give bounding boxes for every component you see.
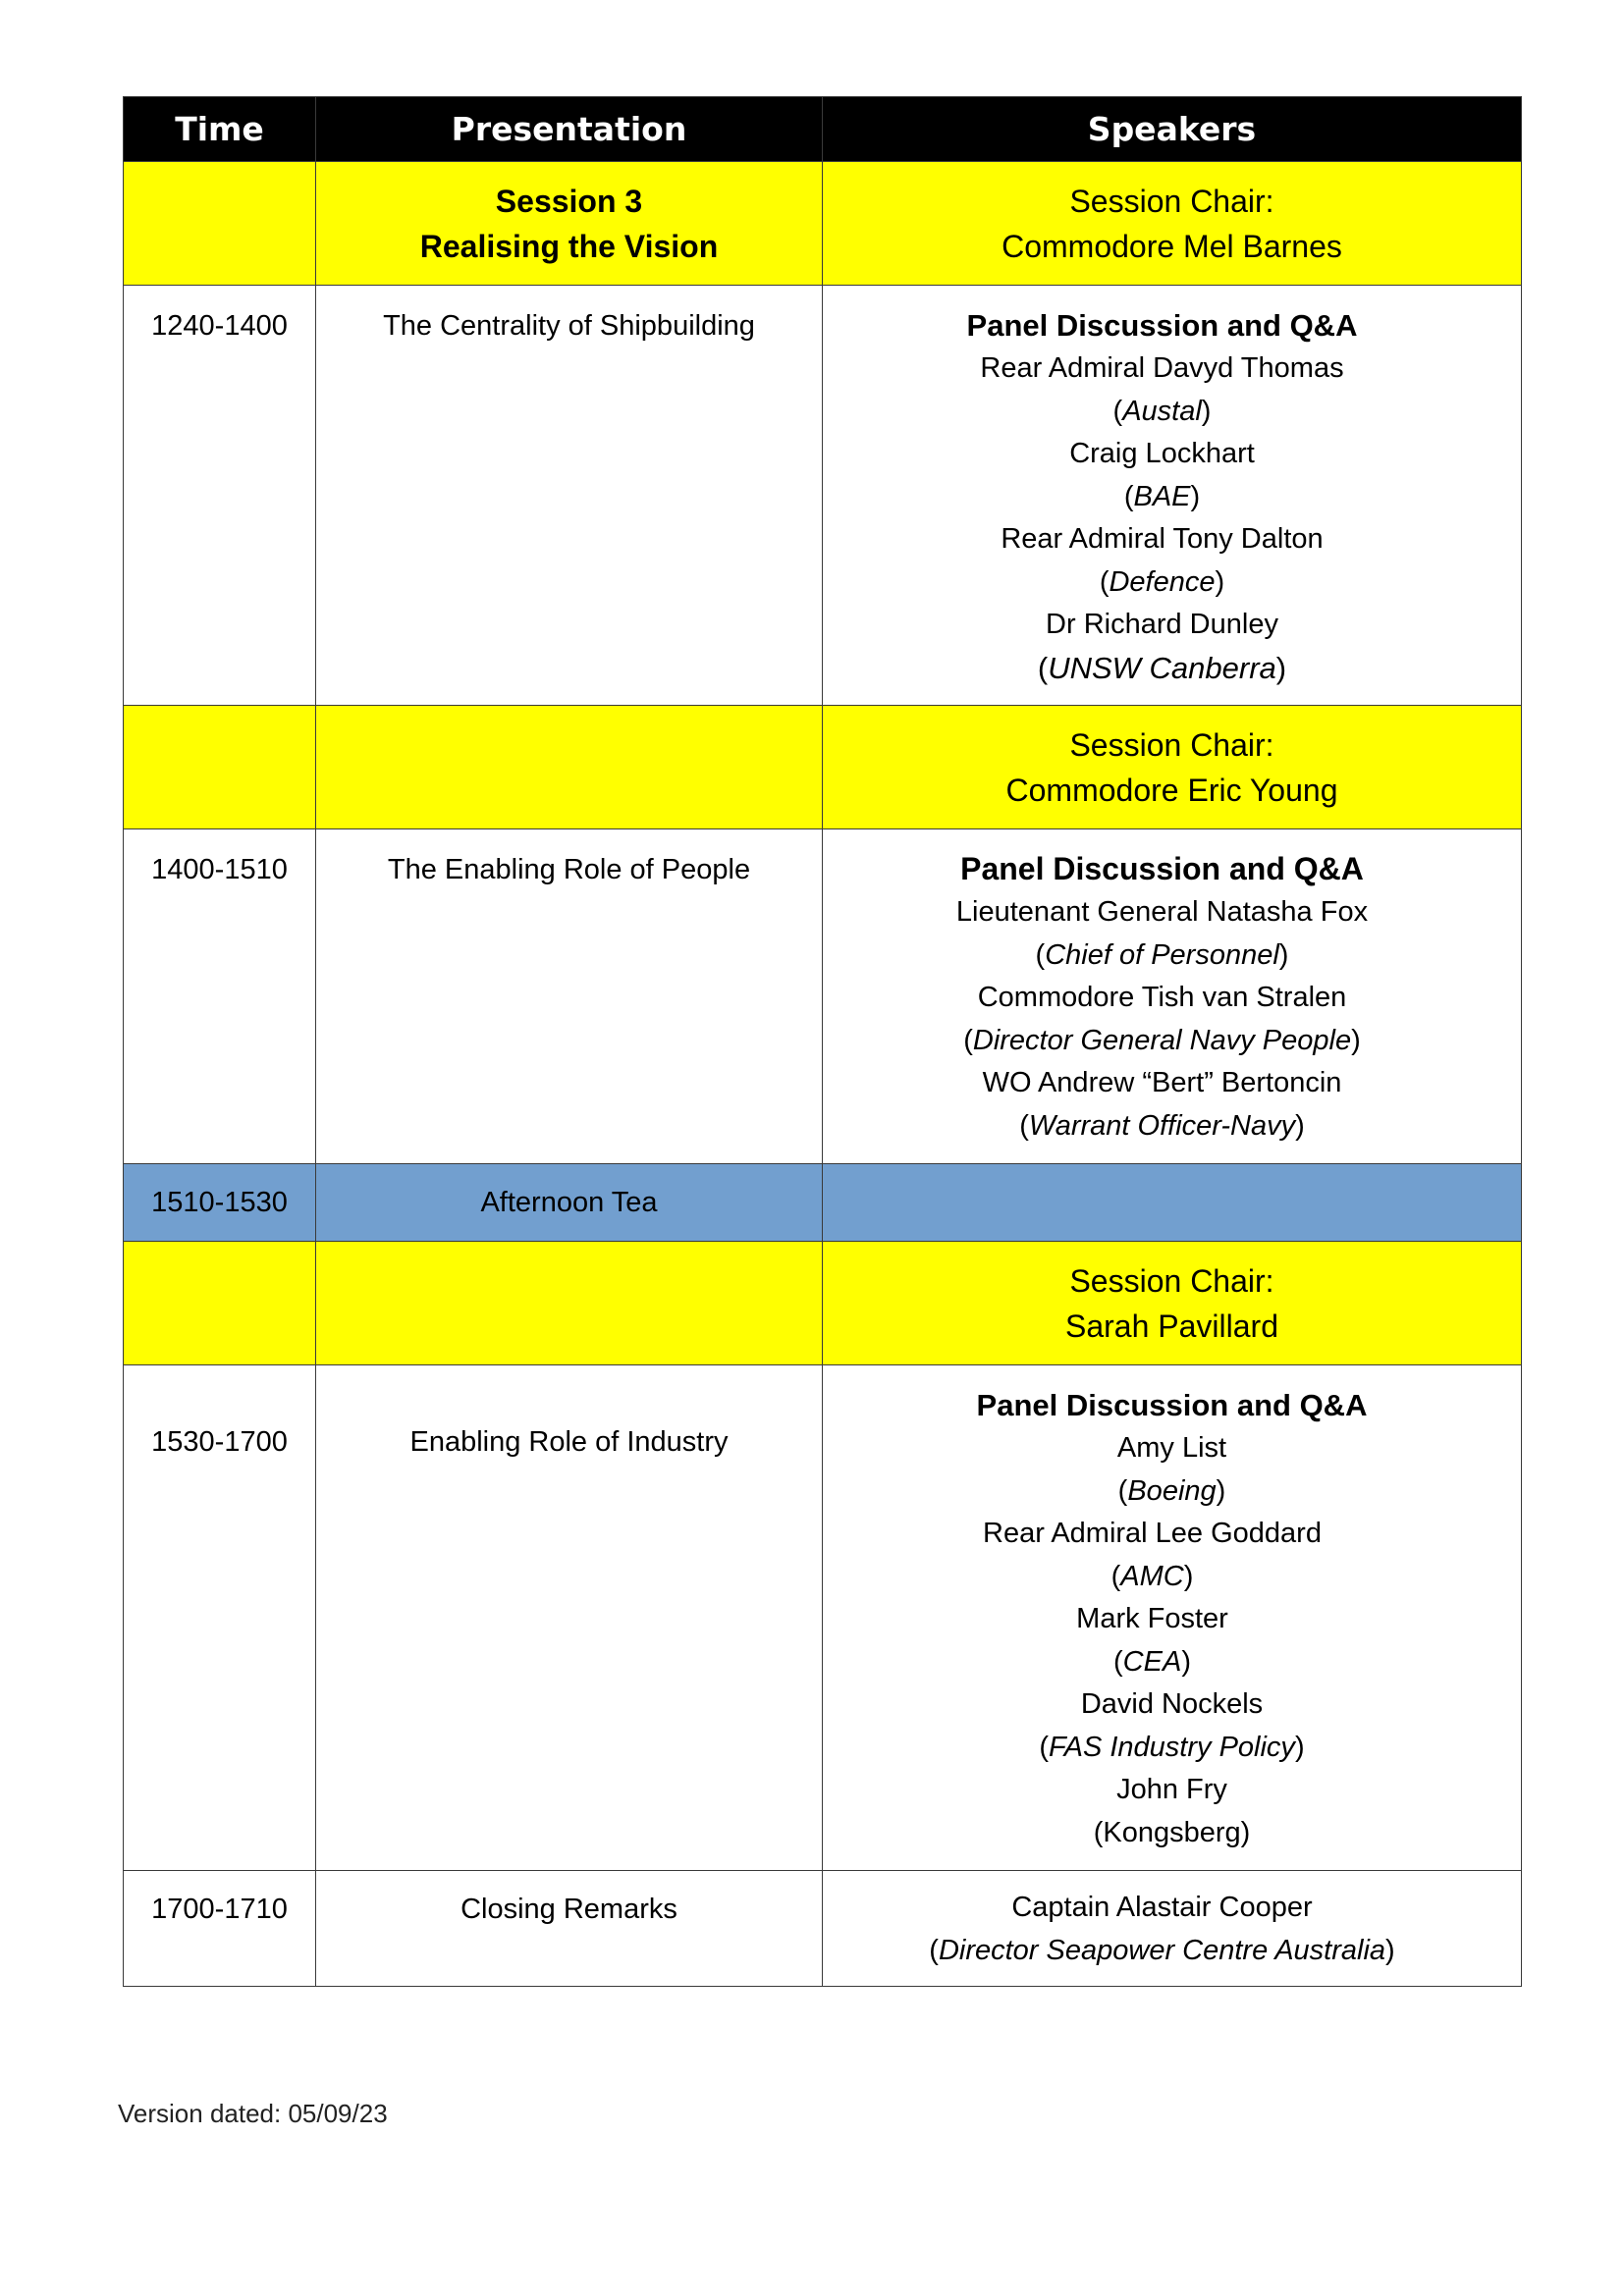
speakers-cell: [823, 286, 1522, 706]
speaker-name: John Fry: [1116, 1774, 1227, 1805]
speaker-org: (Director General Navy People): [963, 1024, 1361, 1056]
speaker-name: David Nockels: [1080, 1688, 1264, 1720]
session-title-line2: Realising the Vision: [419, 228, 719, 264]
session-chair-name: Commodore Eric Young: [1005, 772, 1338, 808]
speaker-org: (FAS Industry Policy): [1039, 1731, 1305, 1763]
speaker-name: Lieutenant General Natasha Fox: [955, 896, 1369, 928]
presentation-cell: [316, 1365, 823, 1871]
presentation-text: The Enabling Role of People: [387, 854, 751, 885]
speaker-org: (Kongsberg): [1093, 1816, 1251, 1848]
panel-heading: Panel Discussion and Q&A: [960, 851, 1364, 886]
session-time-cell: [124, 1242, 316, 1365]
speaker-name: Rear Admiral Davyd Thomas: [980, 352, 1344, 384]
time-text: 1530-1700: [151, 1426, 288, 1458]
time-cell: [124, 829, 316, 1164]
session-title-cell: [316, 162, 823, 286]
agenda-row: [124, 286, 1522, 706]
break-label-cell: Afternoon Tea: [316, 1164, 823, 1242]
presentation-cell: [316, 286, 823, 706]
speaker-name: Amy List: [1116, 1432, 1227, 1464]
speaker-org: (Defence): [1099, 565, 1225, 598]
session-chair-label: Session Chair:: [1069, 1262, 1274, 1299]
presentation-cell: [316, 829, 823, 1164]
time-cell: [124, 286, 316, 706]
speaker-org: (Boeing): [1117, 1474, 1226, 1507]
presentation-text: Enabling Role of Industry: [409, 1426, 729, 1458]
session-title-line1: Session 3: [495, 183, 643, 219]
session-chair-name: Sarah Pavillard: [1065, 1308, 1278, 1344]
speakers-cell: [823, 1365, 1522, 1871]
session-chair-label: Session Chair:: [1069, 183, 1274, 219]
session-chair-cell: [823, 1242, 1522, 1365]
speaker-name: Craig Lockhart: [1069, 438, 1255, 469]
speaker-name: Mark Foster: [1076, 1603, 1228, 1634]
speaker-name: Rear Admiral Tony Dalton: [1001, 523, 1324, 555]
header-time: Time: [124, 97, 316, 162]
break-row: [124, 1164, 1522, 1242]
speaker-org: (AMC): [1110, 1560, 1194, 1592]
agenda-row: [124, 1871, 1522, 1987]
panel-heading: Panel Discussion and Q&A: [966, 308, 1358, 343]
session-time-cell: [124, 162, 316, 286]
time-cell: [124, 1365, 316, 1871]
session-chair-label: Session Chair:: [1069, 726, 1274, 763]
speakers-cell: [823, 1871, 1522, 1987]
time-text: 1240-1400: [151, 310, 288, 342]
speaker-org: (BAE): [1123, 480, 1201, 512]
speaker-name: Commodore Tish van Stralen: [977, 982, 1347, 1013]
time-text: 1400-1510: [151, 854, 288, 885]
agenda-table: [123, 96, 1522, 1987]
speaker-org: (Warrant Officer-Navy): [1019, 1109, 1305, 1142]
speaker-org: (UNSW Canberra): [1037, 650, 1287, 685]
session-title-cell: [316, 1242, 823, 1365]
header-row: [124, 97, 1522, 162]
header-presentation: Presentation: [316, 97, 823, 162]
presentation-cell: [316, 1871, 823, 1987]
agenda-row: [124, 829, 1522, 1164]
time-cell: [124, 1871, 316, 1987]
session-title-cell: [316, 706, 823, 829]
agenda-row: [124, 1365, 1522, 1871]
speaker-name: Captain Alastair Cooper: [1011, 1892, 1313, 1923]
panel-heading: Panel Discussion and Q&A: [976, 1388, 1368, 1422]
speaker-name: Dr Richard Dunley: [1046, 609, 1278, 640]
session-3-row: [124, 162, 1522, 286]
session-chair-cell: [823, 706, 1522, 829]
break-empty-cell: [823, 1164, 1522, 1242]
speakers-cell: [823, 829, 1522, 1164]
session-chair-name: Commodore Mel Barnes: [1001, 228, 1342, 264]
version-date: Version dated: 05/09/23: [118, 2099, 388, 2128]
session-chair-cell: [823, 162, 1522, 286]
speaker-org: (Austal): [1112, 395, 1212, 427]
presentation-text: Closing Remarks: [460, 1894, 677, 1925]
speaker-org: (Director Seapower Centre Australia): [929, 1934, 1395, 1966]
presentation-text: The Centrality of Shipbuilding: [383, 310, 755, 342]
header-speakers: Speakers: [823, 97, 1522, 162]
speaker-org: (CEA): [1113, 1645, 1191, 1678]
session-chair-row: [124, 706, 1522, 829]
break-time-cell: 1510-1530: [124, 1164, 316, 1242]
speaker-name: WO Andrew “Bert” Bertoncin: [982, 1067, 1342, 1098]
session-chair-row: [124, 1242, 1522, 1365]
speaker-org: (Chief of Personnel): [1035, 938, 1289, 971]
speaker-name: Rear Admiral Lee Goddard: [983, 1518, 1322, 1549]
time-text: 1700-1710: [151, 1894, 288, 1925]
session-time-cell: [124, 706, 316, 829]
